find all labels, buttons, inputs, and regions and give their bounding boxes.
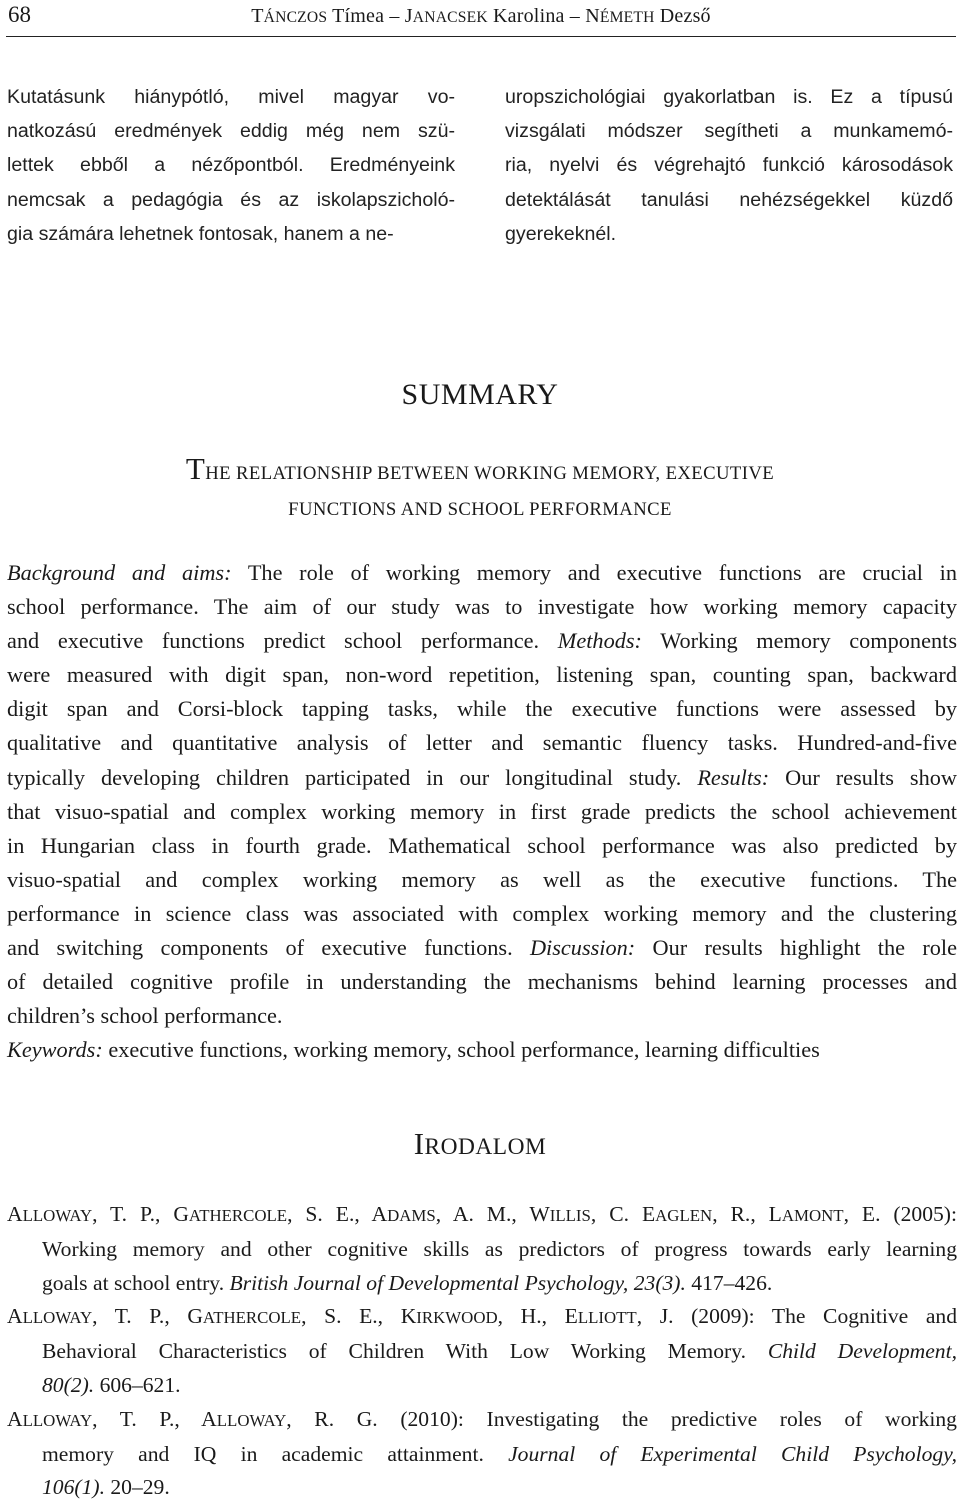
author-surname: EAGLEN: [641, 1202, 713, 1226]
references-list: [7, 1198, 957, 1505]
reference-entry: [7, 1198, 957, 1300]
abstract: [7, 556, 957, 1067]
author-surname: ELLIOTT: [564, 1304, 637, 1329]
running-header: [6, 0, 956, 37]
running-authors: TÁNCZOS Tímea – JANACSEK Karolina – NÉMETH Dezső: [251, 5, 711, 27]
abstract-line: were measured with digit span, non-word repetition, listening span, counting span, backward: [7, 662, 957, 688]
abstract-line: digit span and Corsi-block tapping tasks, while the executive functions were assessed by: [7, 696, 957, 722]
reference-line: 80(2). 606–621.: [42, 1372, 181, 1397]
author-name: JANACSEK Karolina: [404, 5, 565, 27]
author-name: NÉMETH Dezső: [585, 5, 711, 27]
reference-line: Working memory and other cognitive skills as predictors of progress towards early learning: [42, 1236, 957, 1261]
abstract-line: performance in science class was associated with complex working memory and the clustering: [7, 900, 957, 926]
reference-line: ALLOWAY, T. P., ALLOWAY, R. G. (2010): Investigating the predictive roles of working: [7, 1406, 957, 1431]
abstract-line: typically developing children participated in our longitudinal study. Results: Our results show: [7, 764, 957, 790]
author-surname: WILLIS: [529, 1202, 591, 1226]
author-surname: KIRKWOOD: [400, 1304, 498, 1329]
reference-entry: [7, 1403, 957, 1505]
text-line: detektálását tanulási nehézségekkel küzdő: [505, 188, 953, 211]
author-surname: ADAMS: [371, 1202, 436, 1226]
author-surname: GATHERCOLE: [187, 1304, 302, 1329]
text-line: Kutatásunk hiánypótló, mivel magyar vo-: [7, 86, 455, 108]
abstract-line: school performance. The aim of our study was to investigate how working memory capacity: [7, 594, 957, 620]
text-line: lettek ebből a nézőpontból. Eredményeink: [7, 154, 455, 177]
reference-line: ALLOWAY, T. P., GATHERCOLE, S. E., ADAMS, A. M., WILLIS, C. EAGLEN, R., LAMONT, E. (2005):: [7, 1202, 957, 1226]
reference-line: 106(1). 20–29.: [42, 1475, 170, 1500]
text-line: nemcsak a pedagógia és az iskolapszicholó-: [7, 188, 455, 211]
abstract-line: visuo-spatial and complex working memory as well as the executive functions. The: [7, 866, 957, 892]
reference-line: ALLOWAY, T. P., GATHERCOLE, S. E., KIRKWOOD, H., ELLIOTT, J. (2009): The Cognitive and: [7, 1304, 957, 1329]
intro-right-column: [505, 80, 953, 251]
abstract-line: children’s school performance.: [7, 1003, 283, 1029]
reference-entry: [7, 1300, 957, 1402]
author-surname: ALLOWAY: [201, 1406, 287, 1431]
summary-title-line-1: THE RELATIONSHIP BETWEEN WORKING MEMORY, EXECUTIVE: [185, 451, 775, 486]
summary-title-line-2: FUNCTIONS AND SCHOOL PERFORMANCE: [288, 499, 672, 520]
abstract-line: in Hungarian class in fourth grade. Mathematical school performance was also predicted by: [7, 832, 957, 858]
abstract-line: and switching components of executive functions. Discussion: Our results highlight the role: [7, 935, 957, 961]
reference-line: goals at school entry. British Journal of Developmental Psychology, 23(3). 417–426.: [42, 1270, 773, 1295]
abstract-line: Background and aims: The role of working memory and executive functions are crucial in: [7, 560, 958, 585]
reference-line: memory and IQ in academic attainment. Journal of Experimental Child Psychology,: [42, 1441, 957, 1466]
text-line: vizsgálati módszer segítheti a munkamemó-: [505, 120, 953, 143]
text-line: natkozású eredmények eddig még nem szü-: [7, 120, 455, 143]
text-line: ria, nyelvi és végrehajtó funkció károsodások: [505, 154, 953, 177]
summary-title: [0, 452, 960, 527]
text-line: gyerekeknél.: [505, 222, 617, 245]
page-number: 68: [8, 2, 31, 27]
abstract-line: that visuo-spatial and complex working memory in first grade predicts the school achievement: [7, 798, 957, 824]
author-surname: ALLOWAY: [7, 1202, 93, 1226]
abstract-line: qualitative and quantitative analysis of letter and semantic fluency tasks. Hundred-and-five: [7, 730, 957, 756]
text-line: uropszichológiai gyakorlatban is. Ez a típusú: [505, 86, 953, 108]
author-surname: ALLOWAY: [7, 1406, 93, 1431]
author-surname: LAMONT: [768, 1202, 844, 1226]
abstract-line: Keywords: executive functions, working memory, school performance, learning difficulties: [7, 1037, 820, 1063]
author-surname: ALLOWAY: [7, 1304, 93, 1329]
text-line: gia számára lehetnek fontosak, hanem a ne-: [7, 222, 394, 245]
summary-heading: SUMMARY: [401, 378, 559, 411]
reference-line: Behavioral Characteristics of Children With Low Working Memory. Child Development,: [42, 1339, 957, 1364]
author-name: TÁNCZOS Tímea: [251, 5, 385, 27]
abstract-line: and executive functions predict school performance. Methods: Working memory components: [7, 628, 957, 654]
intro-left-column: [7, 80, 455, 251]
abstract-line: of detailed cognitive profile in understanding the mechanisms behind learning processes and: [7, 969, 957, 995]
references-heading: IRODALOM: [413, 1126, 547, 1161]
author-surname: GATHERCOLE: [173, 1202, 288, 1226]
